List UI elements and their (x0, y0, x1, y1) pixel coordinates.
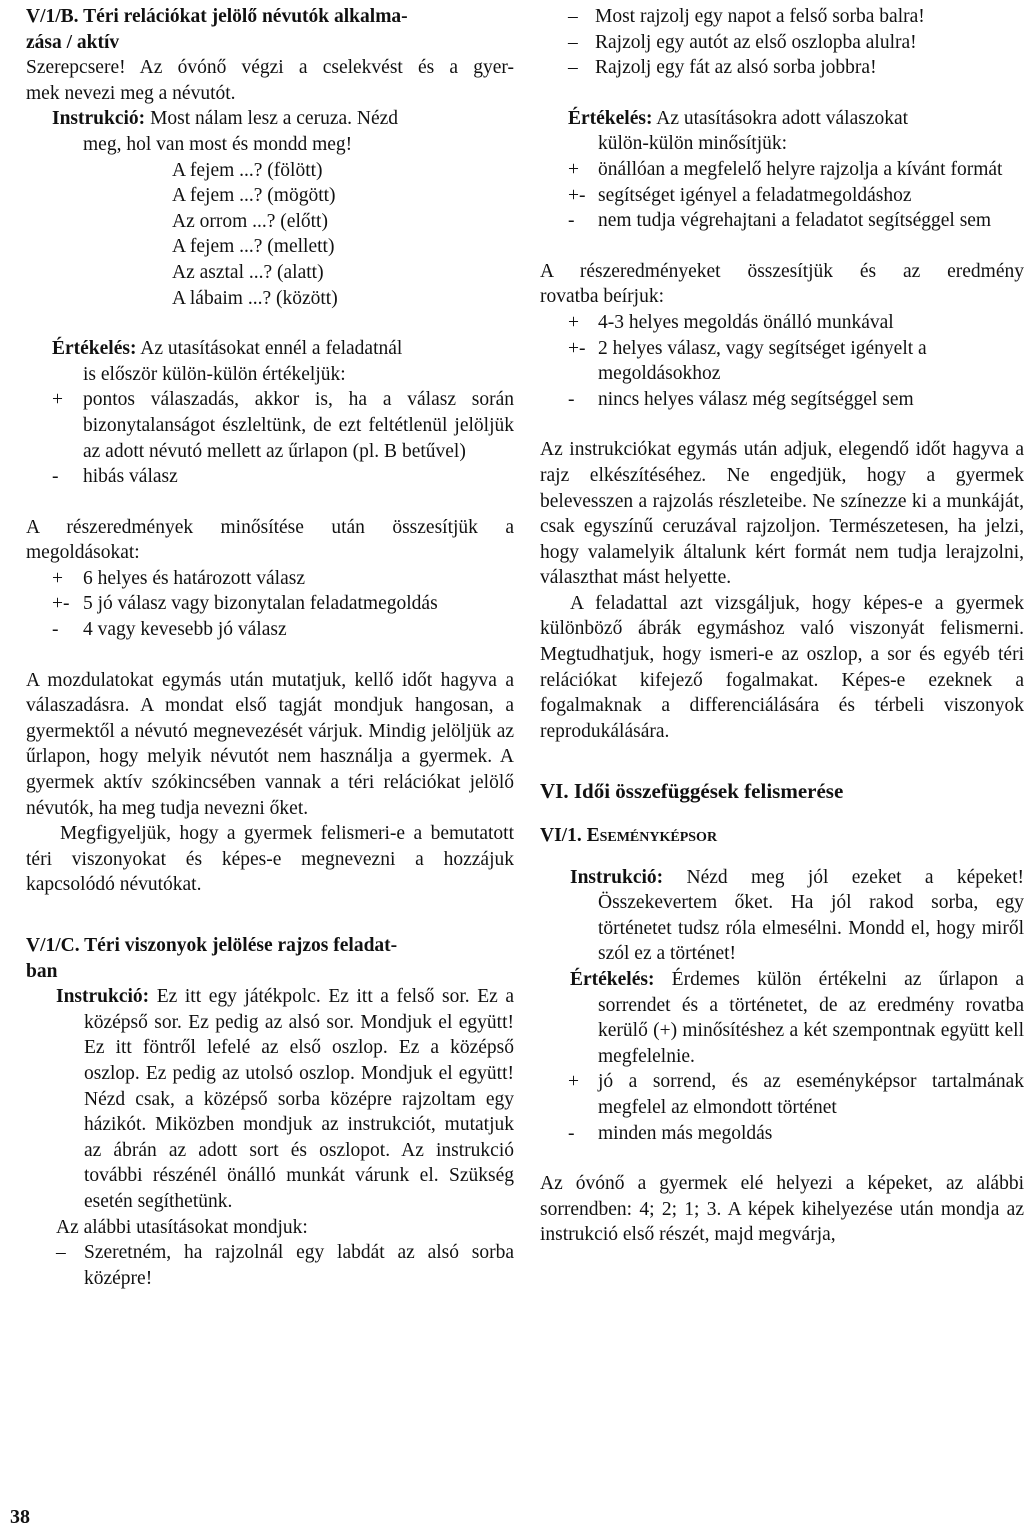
list-marker: - (52, 466, 59, 488)
result-plus-item (540, 310, 1024, 336)
list-marker: + (52, 389, 63, 411)
list-marker: +- (52, 593, 70, 615)
instruction-dash-item (26, 1240, 514, 1291)
results-line: rovatba beírjuk: (540, 286, 664, 308)
final-plus-item (540, 1069, 1024, 1120)
results-line: A részeredményeket összesítjük és az eredmény (540, 260, 1024, 282)
list-marker: - (568, 210, 575, 232)
list-marker: – (568, 57, 578, 79)
list-marker: +- (568, 184, 586, 206)
list-text: minden más megoldás (598, 1122, 773, 1144)
list-marker: – (56, 1242, 66, 1264)
instruction-label: Instrukció: (56, 986, 150, 1008)
right-column (540, 4, 1024, 1248)
list-marker: +- (568, 337, 586, 359)
intro-line: Szerepcsere! Az óvónő végzi a cselekvést és a gyer- (26, 57, 514, 79)
list-marker: – (568, 31, 578, 53)
section-title-v1c: V/1/C. Téri viszonyok jelölése rajzos feladat- (26, 935, 398, 956)
instruction-text: Ez itt egy játékpolc. Ez itt a felső sor. Ez a középső sor. Ez pedig az alsó sor. Mondjuk el együtt! Ez itt föntről lefelé az első oszlop. Ez a középső oszlop. Ez pedig az utolsó oszlop. Mondjuk el együtt! Nézd csak, a középső sorba középre rajzoltam egy házikót. Miközben mondjuk az instrukciót, mutatjuk az ábrán az adott sort és oszlopot. Az instrukció további részénél önálló munkát várunk el. Szükség esetén segíthetünk. (84, 986, 514, 1212)
result-minus-item (26, 617, 514, 643)
instruction-paragraph (540, 865, 1024, 967)
list-marker: - (568, 1122, 575, 1144)
left-column (26, 4, 514, 1291)
list-text: jó a sorrend, és az eseményképsor tartalmának megfelel az elmondott történet (598, 1071, 1024, 1118)
list-text: Most rajzolj egy napot a felső sorba balra! (595, 6, 925, 27)
list-marker: + (52, 567, 63, 589)
list-text: nem tudja végrehajtani a feladatot segítséggel sem (598, 210, 992, 232)
list-text: Szeretném, ha rajzolnál egy labdát az alsó sorba középre! (84, 1242, 514, 1289)
question-item: A fejem ...? (mögött) (172, 185, 336, 207)
instruction-dash-item (540, 4, 1024, 30)
intro-line: mek nevezi meg a névutót. (26, 82, 236, 104)
list-text: önállóan a megfelelő helyre rajzolja a kívánt formát (598, 158, 1003, 180)
list-marker: - (52, 619, 59, 641)
list-marker: + (568, 1071, 579, 1093)
final-minus-item (540, 1121, 1024, 1147)
instructions-intro: Az alábbi utasításokat mondjuk: (56, 1216, 308, 1238)
evaluation-text: Az utasításokra adott válaszokat (652, 107, 909, 129)
section-title-vi: VI. Idői összefüggések felismerése (540, 779, 844, 804)
instruction-line (26, 106, 514, 132)
evaluation-text: Az utasításokat ennél a feladatnál (136, 338, 403, 360)
list-text: Rajzolj egy autót az első oszlopba alulra! (595, 31, 917, 53)
question-item: A fejem ...? (fölött) (172, 159, 323, 181)
instruction-line: meg, hol van most és mondd meg! (83, 133, 353, 155)
list-marker: + (568, 311, 579, 333)
paragraph: Az óvónő a gyermek elé helyezi a képeket, az alábbi sorrendben: 4; 2; 1; 3. A képek kihelyezése után mondja az instrukció első részét, majd megvárja, (540, 1173, 1024, 1246)
result-pm-item (540, 336, 1024, 387)
paragraph: Az instrukciókat egymás után adjuk, elegendő időt hagyva a rajz elkészítéséhez. Ne engedjük, hogy a gyermek belevesszen a rajzolás részleteibe. Ne színezze ki a munkáját, csak egyszínű ceruzával rajzoljon. Természetesen, ha jelzi, hogy valamelyik általunk kért formát nem tudja lerajzolni, választhat mást helyette. (540, 439, 1024, 589)
instruction-paragraph (26, 984, 514, 1214)
evaluation-label: Értékelés: (570, 969, 655, 990)
section-title-v1c-cont: ban (26, 960, 58, 982)
evaluation-line: külön-külön minősítjük: (598, 133, 788, 155)
evaluation-label: Értékelés: (52, 338, 137, 360)
results-line: megoldásokat: (26, 542, 140, 564)
list-text: 2 helyes válasz, vagy segítséget igényelt a megoldásokhoz (598, 337, 927, 385)
evaluation-plus-item (540, 157, 1024, 183)
evaluation-pm-item (540, 183, 1024, 209)
paragraph: A mozdulatokat egymás után mutatjuk, kellő időt hagyva a válaszadásra. A mondat első tagját mondjuk hangosan, a gyermektől a névutó megnevezését várjuk. Mindig jelöljük az űrlapon, hogy melyik névutót nem használja a gyermek. A gyermek aktív szókincsében vannak a téri relációkat jelölő névutók, ha meg tudja nevezni őket. (26, 669, 514, 819)
paragraph: A feladattal azt vizsgáljuk, hogy képes-e a gyermek különböző ábrák egymáshoz való viszonyát felismerni. Megtudhatjuk, hogy ismeri-e az oszlop, a sor és egyéb téri relációkat kifejező fogalmakat. Képes-e ezeknek a fogalmaknak a differenciálására és térbeli viszonyok reprodukálására. (540, 592, 1024, 742)
question-item: Az orrom ...? (előtt) (172, 210, 328, 232)
instruction-dash-item (540, 55, 1024, 81)
list-marker: + (568, 158, 579, 180)
evaluation-line (26, 336, 514, 362)
evaluation-paragraph (540, 967, 1024, 1069)
instruction-label: Instrukció: (52, 108, 146, 130)
list-text: 4-3 helyes megoldás önálló munkával (598, 311, 894, 333)
list-text: 4 vagy kevesebb jó válasz (83, 619, 287, 641)
list-text: segítséget igényel a feladatmegoldáshoz (598, 184, 912, 206)
list-text: hibás válasz (83, 466, 178, 488)
instruction-dash-item (540, 30, 1024, 56)
section-title-v1b: V/1/B. Téri relációkat jelölő névutók alkalma- (26, 6, 408, 27)
instruction-text: Nézd meg jól ezeket a képeket! Összekevertem őket. Ha jól rakod sorba, egy történetet tudsz róla elmesélni. Mondd el, hogy miről szól ez a történet! (598, 866, 1024, 965)
evaluation-minus-item (540, 208, 1024, 234)
list-marker: – (568, 6, 578, 27)
section-title-v1b-cont: zása / aktív (26, 31, 120, 53)
result-minus-item (540, 387, 1024, 413)
evaluation-minus-item (26, 464, 514, 490)
page-number: 38 (10, 1506, 30, 1528)
list-text: Rajzolj egy fát az alsó sorba jobbra! (595, 57, 877, 79)
evaluation-text: Érdemes külön értékelni az űrlapon a sorrendet és a történetet, de az eredmény rovatba kerülő (+) minősítéshez a két szempontnak együtt kell megfelelnie. (598, 969, 1024, 1067)
evaluation-line: is először külön-külön értékeljük: (83, 363, 346, 385)
subsection-title-vi1: VI/1. Eseményképsor (540, 825, 718, 847)
evaluation-line (540, 106, 1024, 132)
result-plus-item (26, 566, 514, 592)
list-marker: - (568, 388, 575, 410)
list-text: 6 helyes és határozott válasz (83, 567, 305, 589)
instruction-label: Instrukció: (570, 866, 664, 888)
question-item: Az asztal ...? (alatt) (172, 261, 324, 283)
instruction-text: Most nálam lesz a ceruza. Nézd (145, 108, 399, 130)
list-text: 5 jó válasz vagy bizonytalan feladatmegoldás (83, 593, 438, 615)
results-line: A részeredmények minősítése után összesítjük a (26, 516, 514, 538)
result-pm-item (26, 591, 514, 617)
evaluation-label: Értékelés: (568, 107, 653, 129)
paragraph: Megfigyeljük, hogy a gyermek felismeri-e a bemutatott téri viszonyokat és képes-e megnevezni a hozzájuk kapcsolódó névutókat. (26, 823, 514, 896)
evaluation-plus-item (26, 387, 514, 464)
question-item: A fejem ...? (mellett) (172, 236, 335, 258)
list-text: pontos válaszadás, akkor is, ha a válasz során bizonytalanságot észleltünk, de ezt feltétlenül jelöljük az adott névutó mellett az űrlapon (pl. B betűvel) (83, 389, 514, 462)
list-text: nincs helyes válasz még segítséggel sem (598, 388, 914, 410)
question-item: A lábaim ...? (között) (172, 287, 338, 309)
